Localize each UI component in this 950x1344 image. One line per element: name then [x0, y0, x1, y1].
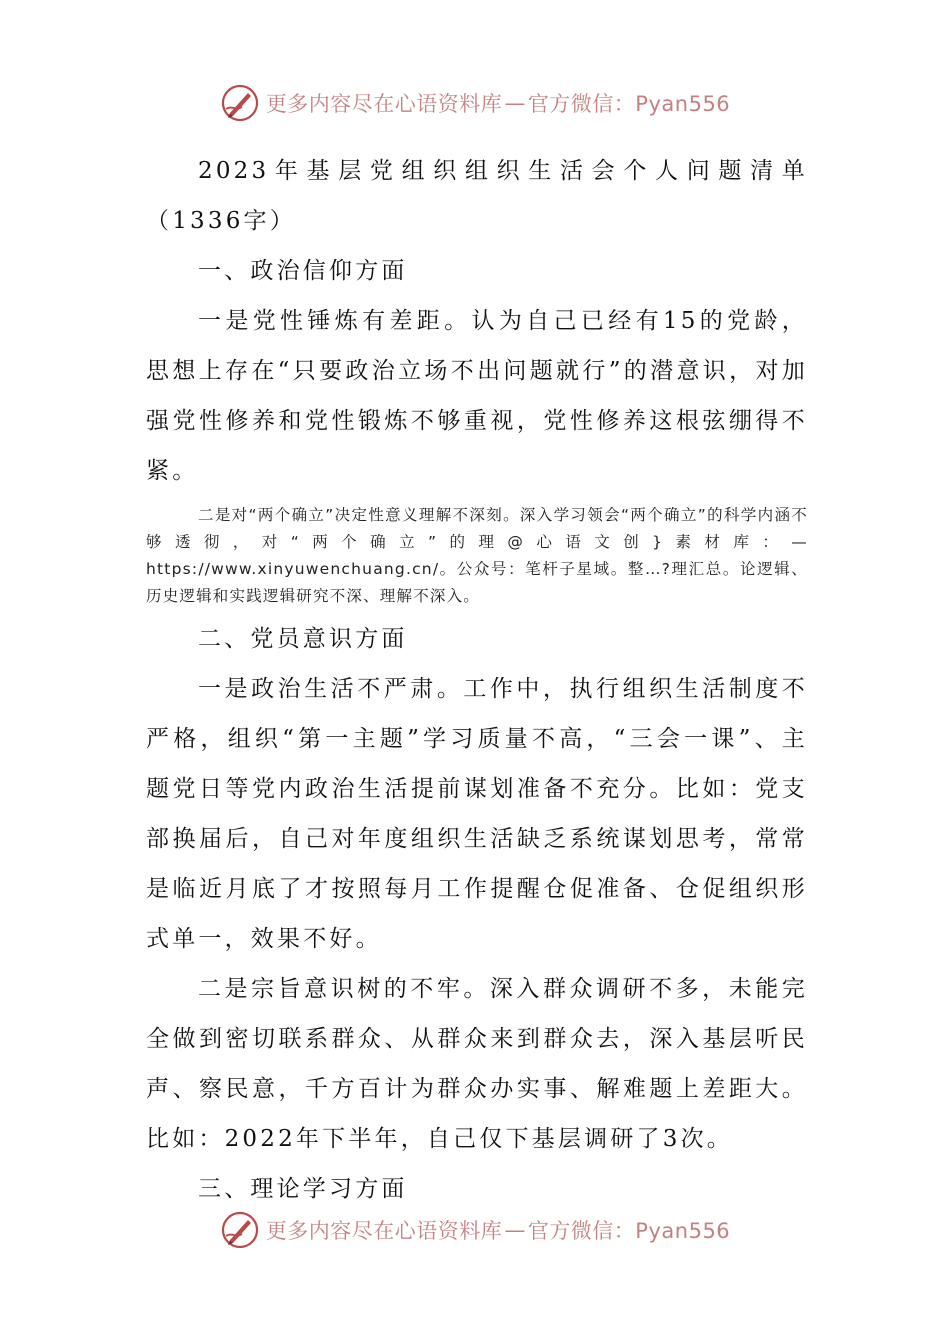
footer-banner — [0, 1205, 950, 1255]
section-heading-3: 三、理论学习方面 — [198, 1176, 408, 1202]
paragraph-small: 二是对“两个确立”决定性意义理解不深刻。深入学习领会“两个确立”的科学内涵不够透彻，对“两个确立”的理@心语文创}素材库：—https://www.xinyuwenchuang.cn/。公众号：笔杆子星域。整…?理汇总。论逻辑、历史逻辑和实践逻辑研究不深、理解不深入。 — [146, 506, 808, 605]
section-heading-1: 一、政治信仰方面 — [198, 258, 408, 284]
pen-logo-icon — [220, 83, 260, 123]
paragraph: 一是党性锤炼有差距。认为自己已经有15的党龄，思想上存在“只要政治立场不出问题就行”的潜意识，对加强党性修养和党性锻炼不够重视，党性修养这根弦绷得不紧。 — [146, 308, 808, 484]
pen-logo-icon — [220, 1210, 260, 1250]
banner-text: 更多内容尽在心语资料库 — [265, 92, 503, 116]
paragraph: 一是政治生活不严肃。工作中，执行组织生活制度不严格，组织“第一主题”学习质量不高，“三会一课”、主题党日等党内政治生活提前谋划准备不充分。比如：党支部换届后，自己对年度组织生活缺乏系统谋划思考，常常是临近月底了才按照每月工作提醒仓促准备、仓促组织形式单一，效果不好。 — [146, 676, 808, 952]
paragraph: 二是宗旨意识树的不牢。深入群众调研不多，未能完全做到密切联系群众、从群众来到群众去，深入基层听民声、察民意，千方百计为群众办实事、解难题上差距大。比如：2022年下半年，自己仅下基层调研了3次。 — [146, 976, 808, 1152]
banner-wechat: 官方微信：Pyan556 — [527, 1219, 731, 1243]
banner-text: 更多内容尽在心语资料库 — [265, 1219, 503, 1243]
header-banner — [0, 78, 950, 128]
banner-separator: — — [504, 1218, 526, 1242]
document-title: 2023年基层党组织组织生活会个人问题清单（1336字） — [146, 158, 808, 234]
document-body — [146, 146, 808, 1214]
banner-wechat: 官方微信：Pyan556 — [527, 92, 731, 116]
section-heading-2: 二、党员意识方面 — [198, 626, 408, 652]
banner-separator: — — [504, 91, 526, 115]
